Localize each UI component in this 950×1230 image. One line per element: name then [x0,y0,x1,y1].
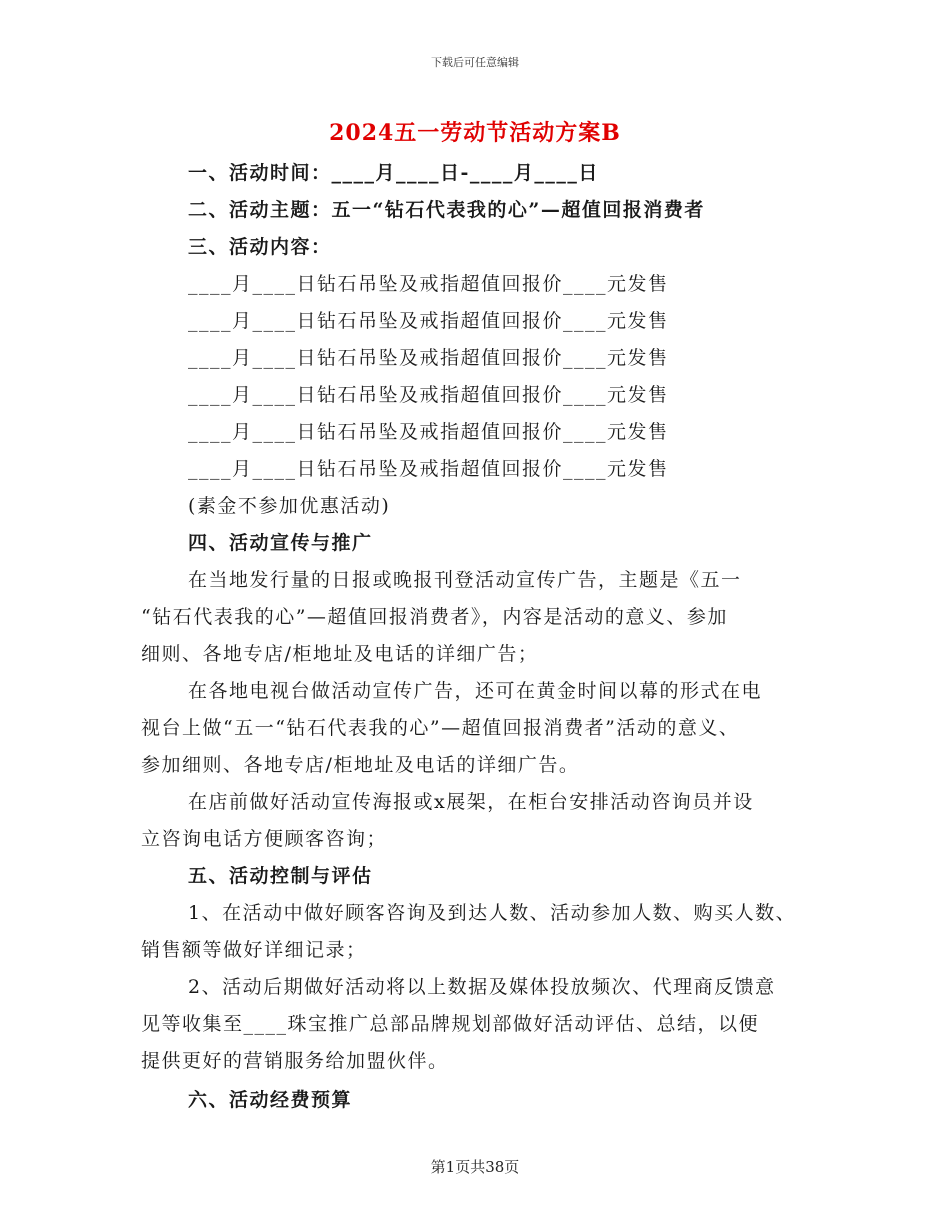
paragraph-line: 2、活动后期做好活动将以上数据及媒体投放频次、代理商反馈意 [188,976,776,998]
paragraph-line: 立咨询电话方便顾客咨询； [141,828,388,850]
section-control: 五、活动控制与评估 [188,865,373,887]
paragraph-line: 1、在活动中做好顾客咨询及到达人数、活动参加人数、购买人数、 [188,902,797,924]
list-item: ____月____日钻石吊坠及戒指超值回报价____元发售 [188,421,669,443]
section-budget: 六、活动经费预算 [188,1089,353,1111]
paragraph-line: 销售额等做好详细记录； [141,939,367,961]
page-footer: 第1页共38页 [430,1158,520,1176]
paragraph-line: 参加细则、各地专店/柜地址及电话的详细广告。 [141,754,580,776]
section-promotion: 四、活动宣传与推广 [188,532,373,554]
list-item: ____月____日钻石吊坠及戒指超值回报价____元发售 [188,384,669,406]
paragraph-line: 细则、各地专店/柜地址及电话的详细广告； [141,643,539,665]
list-item: ____月____日钻石吊坠及戒指超值回报价____元发售 [188,458,669,480]
note: (素金不参加优惠活动) [188,495,391,517]
list-item: ____月____日钻石吊坠及戒指超值回报价____元发售 [188,310,669,332]
list-item: ____月____日钻石吊坠及戒指超值回报价____元发售 [188,273,669,295]
document-title: 2024五一劳动节活动方案B [329,120,621,146]
section-content: 三、活动内容： [188,236,332,258]
paragraph-line: 在当地发行量的日报或晚报刊登活动宣传广告，主题是《五一 [188,569,742,591]
paragraph-line: “钻石代表我的心”—超值回报消费者》，内容是活动的意义、参加 [141,606,728,628]
section-theme: 二、活动主题：五一“钻石代表我的心”—超值回报消费者 [188,199,705,221]
paragraph-line: 视台上做“五一“钻石代表我的心”—超值回报消费者”活动的意义、 [141,717,740,739]
paragraph-line: 提供更好的营销服务给加盟伙伴。 [141,1050,449,1072]
paragraph-line: 在各地电视台做活动宣传广告，还可在黄金时间以幕的形式在电 [188,680,763,702]
section-time: 一、活动时间：____月____日-____月____日 [188,162,599,184]
paragraph-line: 见等收集至____珠宝推广总部品牌规划部做好活动评估、总结，以便 [141,1013,760,1035]
list-item: ____月____日钻石吊坠及戒指超值回报价____元发售 [188,347,669,369]
header-note: 下载后可任意编辑 [431,56,519,69]
paragraph-line: 在店前做好活动宣传海报或x展架，在柜台安排活动咨询员并设 [188,791,754,813]
